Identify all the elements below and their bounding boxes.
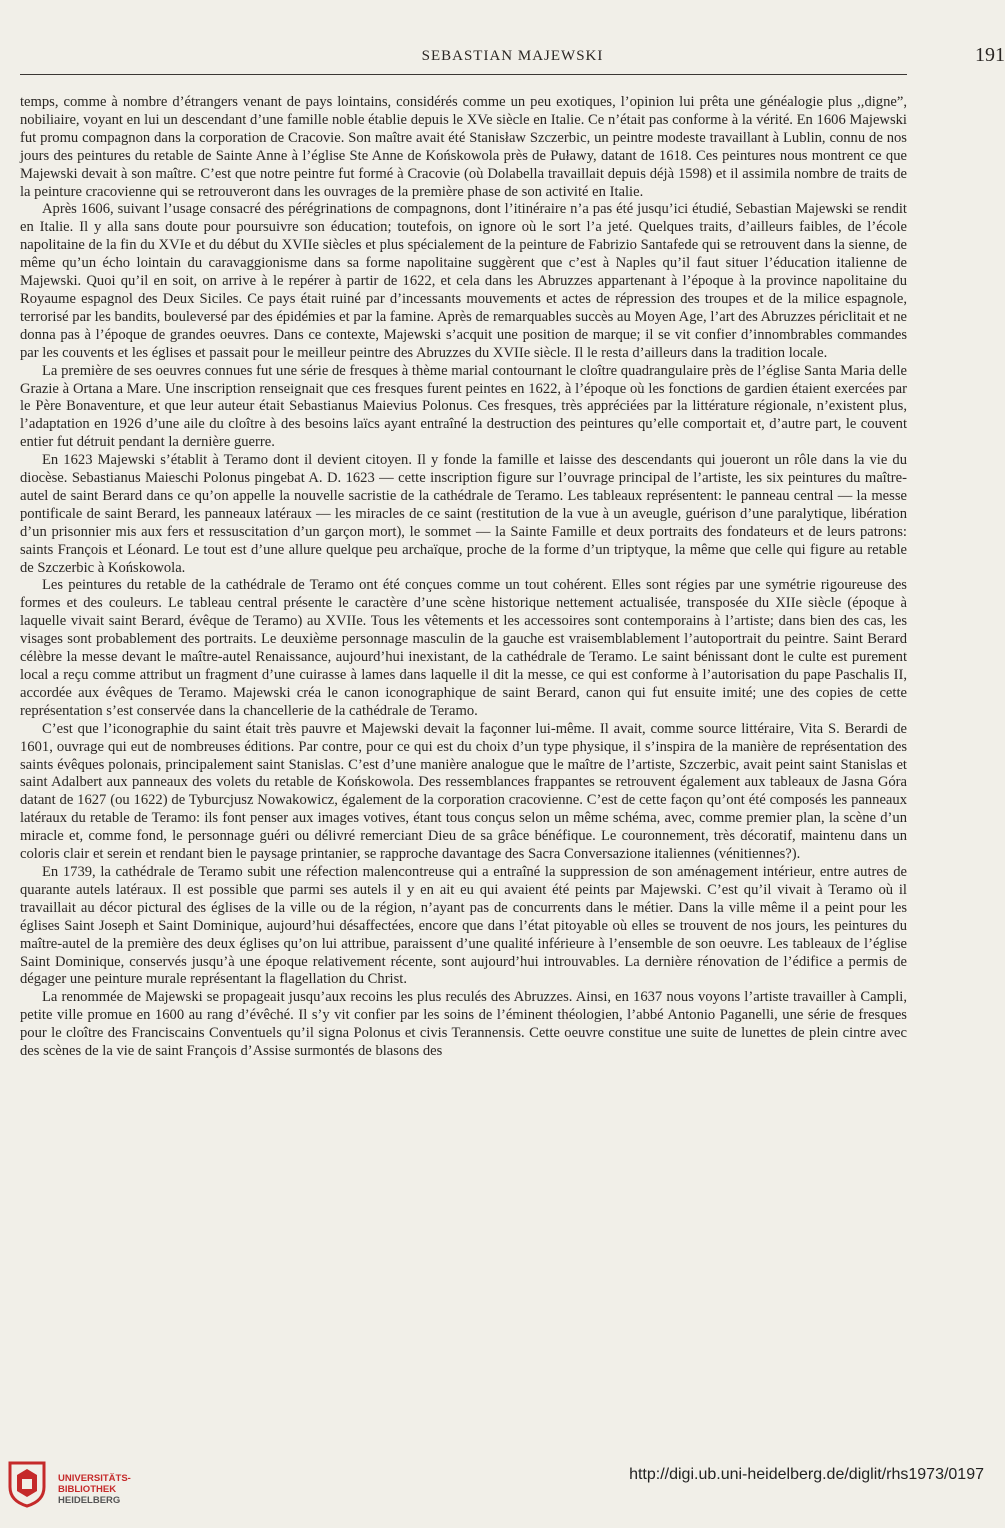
page-number: 191 [975,44,1005,66]
header-rule [20,74,907,75]
paragraph: En 1739, la cathédrale de Teramo subit une réfection malencontreuse qui a entraîné la suppression de son aménagement intérieur, entre autres de quarante autels latéraux. Il est possible que parmi ses autels il y en ait eu qui avaient été peints par Majewski. C’est qu’il vivait à Teramo où il travaillait au décor pictural des églises de la ville ou de la région, n’ayant pas de concurrents dans le métier. Dans la ville même il a peint pour les églises Saint Joseph et Saint Dominique, aujourd’hui désaffectées, encore que dans l’état pitoyable où elles se trouvent de nos jours, les peintures du maître-autel de la première des deux églises qu’on lui attribue, paraissent d’une qualité inférieure à l’ensemble de son oeuvre. Les tableaux de l’église Saint Dominique, conservés jusqu’à une époque relativement récente, sont aujourd’hui introuvables. La dernière rénovation de l’édifice a permis de dégager une peinture murale représentant la flagellation du Christ. [20,863,907,988]
running-head-title: SEBASTIAN MAJEWSKI [421,48,604,64]
library-name [58,1473,131,1506]
library-logo[interactable] [8,1461,168,1511]
library-name-line2: BIBLIOTHEK [58,1484,117,1495]
paragraph: La première de ses oeuvres connues fut une série de fresques à thème marial contournant le cloître quadrangulaire près de l’église Santa Maria delle Grazie à Ortana a Mare. Une inscription renseignait que ces fresques furent peintes en 1622, à l’époque où les fonctions de gardien étaient exercées par le Père Bonaventure, et que leur auteur était Sebastianus Maievius Polonus. Ces fresques, très appréciées par la littérature régionale, n’existent plus, l’adaptation en 1926 d’une aile du cloître à des besoins laïcs ayant entraîné la destruction des peintures qu’elle comportait et, d’autre part, le couvent entier fut détruit pendant la dernière guerre. [20,362,907,451]
paragraph: La renommée de Majewski se propageait jusqu’aux recoins les plus reculés des Abruzzes. Ainsi, en 1637 nous voyons l’artiste travailler à Campli, petite ville promue en 1600 au rang d’évêché. Il s’y vit confier par les soins de l’éminent théologien, l’abbé Antonio Paganelli, une série de fresques pour le cloître des Franciscains Conventuels qu’il signa Polonus et civis Terannensis. Cette oeuvre constitue une suite de lunettes de plein cintre avec des scènes de la vie de saint François d’Assise surmontés de blasons des [20,989,907,1060]
library-name-line1: UNIVERSITÄTS- [58,1473,131,1484]
paragraph: Après 1606, suivant l’usage consacré des pérégrinations de compagnons, dont l’itinéraire n’a pas été jusqu’ici étudié, Sebastian Majewski se rendit en Italie. Il y alla sans doute pour poursuivre son éducation; toutefois, on ignore où le sort l’a jeté. Quelques traits, d’ailleurs faibles, de l’école napolitaine de la fin du XVIe et du début du XVIIe siècles et plus spécialement de la peinture de Fabrizio Santafede qui se retrouvent dans la sienne, de même qu’un écho lointain du caravaggionisme dans sa forme napolitaine suggèrent que c’est à Naples qu’il faut situer l’éducation italienne de Majewski. Quoi qu’il en soit, on arrive à le repérer à partir de 1622, et cela dans les Abruzzes appartenant à l’époque à la province napolitaine du Royaume espagnol des Deux Siciles. Ce pays était ruiné par d’incessants mouvements et actes de répression des troupes et de la milice espagnole, terrorisé par les bandits, bouleversé par des épidémies et par la famine. Après de remarquables succès au Moyen Age, l’art des Abruzzes périclitait et ne donna pas à l’époque de grandes oeuvres. Dans ce contexte, Majewski s’acquit une position de marque; il se vit confier d’innombrables commandes par les couvents et les églises et passait pour le meilleur peintre des Abruzzes du XVIIe siècle. Il le resta d’ailleurs dans la tradition locale. [20,201,907,361]
running-head [20,46,1005,68]
library-name-line3: HEIDELBERG [58,1495,121,1506]
article-body [20,94,907,1061]
library-crest-icon [8,1461,46,1507]
paragraph: temps, comme à nombre d’étrangers venant de pays lointains, considérés comme un peu exotiques, l’opinion lui prêta une généalogie plus ,,digne”, nobiliaire, voyant en lui un descendant d’une famille noble établie depuis le XVe siècle en Italie. Ce n’était pas conforme à la vérité. En 1606 Majewski fut promu compagnon dans la corporation de Cracovie. Son maître avait été Stanisław Szczerbic, un peintre modeste travaillant à Lublin, connu de nos jours des peintures du retable de Sainte Anne à l’église Ste Anne de Końskowola près de Puławy, datant de 1618. Ces peintures nous montrent ce que Majewski devait à son maître. C’est que notre peintre fut formé à Cracovie (où Dolabella travaillait depuis déjà 1598) et il assimila nombre de traits de la peinture cracovienne qui se retrouveront dans les ouvrages de la première phase de son activité en Italie. [20,94,907,200]
source-url-link[interactable]: http://digi.ub.uni-heidelberg.de/diglit/rhs1973/0197 [629,1466,984,1483]
paragraph: C’est que l’iconographie du saint était très pauvre et Majewski devait la façonner lui-même. Il avait, comme source littéraire, Vita S. Berardi de 1601, ouvrage qui eut de nombreuses éditions. Par contre, pour ce qui est du choix d’un type physique, il s’inspira de la manière de représentation des saints évêques polonais, principalement saint Stanislas. C’est d’une manière analogue que le maître de l’artiste, Szczerbic, avait peint saint Stanislas et saint Adalbert aux panneaux des volets du retable de Końskowola. Des ressemblances frappantes se retrouvent également aux tableaux de Jasna Góra datant de 1627 (ou 1622) de Tyburcjusz Nowakowicz, également de la corporation cracovienne. C’est de cette façon qu’ont été composés les panneaux latéraux du retable de Teramo: ils font penser aux images votives, étant tous conçus selon un même schéma, avec, comme premier plan, la scène d’un miracle et, comme fond, le personnage guéri ou délivré remerciant Dieu de sa grâce bénéfique. Le couronnement, très décoratif, maintenu dans un coloris clair et serein et rendant bien le paysage printanier, se rapproche davantage des Sacra Conversazione italiennes (vénitiennes?). [20,720,907,863]
paragraph: En 1623 Majewski s’établit à Teramo dont il devient citoyen. Il y fonde la famille et laisse des descendants qui joueront un rôle dans la vie du diocèse. Sebastianus Maieschi Polonus pingebat A. D. 1623 — cette inscription figure sur l’ouvrage principal de l’artiste, les six peintures du maître-autel de saint Berard dans ce qu’on appelle la nouvelle sacristie de la cathédrale de Teramo. Les tableaux représentent: le panneau central — la messe pontificale de saint Berard, les panneaux latéraux — les miracles de ce saint (restitution de la vue à un aveugle, guérison d’une paralytique, libération d’un prisonnier mis aux fers et ressuscitation d’un garçon mort), le sommet — la Sainte Famille et deux portraits des fondateurs et de leurs patrons: saints François et Léonard. Le tout est d’une allure quelque peu archaïque, proche de la forme d’un triptyque, la même que celle qui figure au retable de Szczerbic à Końskowola. [20,452,907,576]
paragraph: Les peintures du retable de la cathédrale de Teramo ont été conçues comme un tout cohérent. Elles sont régies par une symétrie rigoureuse des formes et des couleurs. Le tableau central présente le caractère d’une scène historique nettement actualisée, transposée du XIIe siècle (époque à laquelle vivait saint Berard, évêque de Teramo) au XVIIe. Tous les vêtements et les accessoires sont contemporains à l’artiste; dans bien des cas, les visages sont probablement des portraits. Le deuxième personnage masculin de la gauche est vraisemblablement l’autoportrait du peintre. Saint Berard célèbre la messe devant le maître-autel Renaissance, aujourd’hui inexistant, de la cathédrale de Teramo. Le saint bénissant dont le culte est purement local a reçu comme attribut un fragment d’une cuirasse à lames dans laquelle il dit la messe, ce qui est conforme à l’autorisation du pape Paschalis II, accordée aux évêques de Teramo. Majewski créa le canon iconographique de saint Berard, canon qui fut ensuite imité; une des copies de cette représentation s’est conservée dans la chancellerie de la cathédrale de Teramo. [20,577,907,719]
